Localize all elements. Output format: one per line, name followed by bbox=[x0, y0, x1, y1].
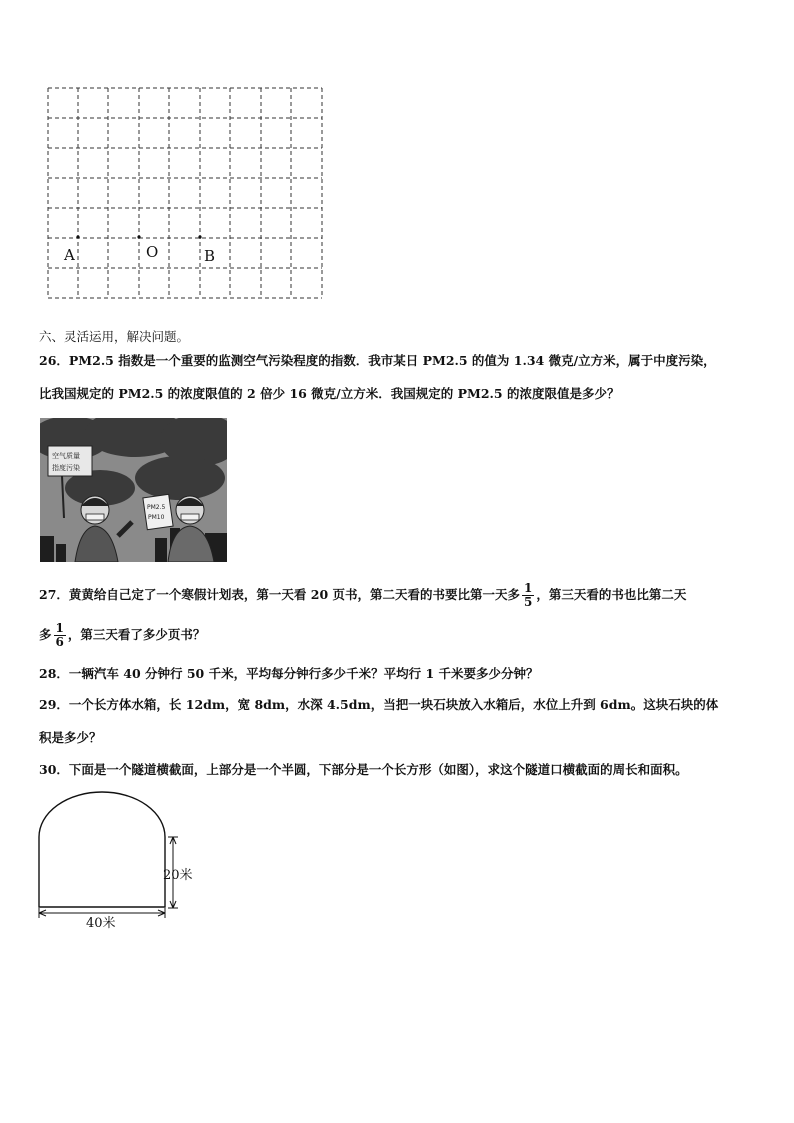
paper-text-line-2: PM10 bbox=[148, 514, 165, 521]
point-a-dot bbox=[76, 235, 79, 238]
question-27-line-1 bbox=[39, 580, 686, 610]
point-o-dot bbox=[137, 235, 140, 238]
paper-text-line-1: PM2.5 bbox=[147, 504, 166, 511]
section-heading: 六、灵活运用，解决问题。 bbox=[39, 329, 190, 344]
question-27-line-2 bbox=[39, 620, 205, 650]
tunnel-outline bbox=[39, 792, 165, 907]
fraction-denominator: 5 bbox=[524, 595, 533, 609]
fraction-numerator: 1 bbox=[55, 621, 64, 635]
fraction-denominator: 6 bbox=[55, 635, 64, 649]
fraction-one-sixth bbox=[54, 622, 66, 649]
pollution-illustration bbox=[40, 418, 227, 562]
question-29-line-1: 29．一个长方体水箱，长 12dm，宽 8dm，水深 4.5dm，当把一块石块放入水箱后，水位上升到 6dm。这块石块的体 bbox=[39, 697, 719, 712]
fraction-one-fifth bbox=[522, 582, 534, 609]
question-26-line-1: 26．PM2.5 指数是一个重要的监测空气污染程度的指数．我市某日 PM2.5 的值为 1.34 微克/立方米，属于中度污染， bbox=[39, 353, 716, 368]
point-b-label: B bbox=[204, 247, 216, 265]
question-27-text-c: 多 bbox=[39, 627, 52, 642]
question-30: 30．下面是一个隧道横截面，上部分是一个半圆，下部分是一个长方形（如图），求这个隧道口横截面的周长和面积。 bbox=[39, 762, 688, 777]
coordinate-grid bbox=[44, 84, 329, 302]
point-o-label: O bbox=[146, 243, 159, 261]
height-label: 20米 bbox=[163, 868, 193, 883]
width-label: 40米 bbox=[86, 916, 116, 931]
tunnel-cross-section-figure bbox=[30, 788, 210, 933]
sign-text-line-2: 指度污染 bbox=[52, 464, 80, 472]
question-27-text-a: 27．黄黄给自己定了一个寒假计划表，第一天看 20 页书，第二天看的书要比第一天多 bbox=[39, 587, 520, 602]
question-28: 28．一辆汽车 40 分钟行 50 千米，平均每分钟行多少千米？平均行 1 千米要多少分钟？ bbox=[39, 666, 539, 681]
sign-text-line-1: 空气质量 bbox=[52, 452, 80, 460]
question-26-line-2: 比我国规定的 PM2.5 的浓度限值的 2 倍少 16 微克/立方米．我国规定的 PM2.5 的浓度限值是多少？ bbox=[39, 386, 620, 401]
question-27-text-b: ，第三天看的书也比第二天 bbox=[536, 587, 687, 602]
fraction-numerator: 1 bbox=[524, 581, 533, 595]
point-a-label: A bbox=[64, 246, 75, 264]
point-b-dot bbox=[198, 235, 201, 238]
question-29-line-2: 积是多少？ bbox=[39, 730, 102, 745]
question-27-text-d: ，第三天看了多少页书？ bbox=[67, 627, 206, 642]
